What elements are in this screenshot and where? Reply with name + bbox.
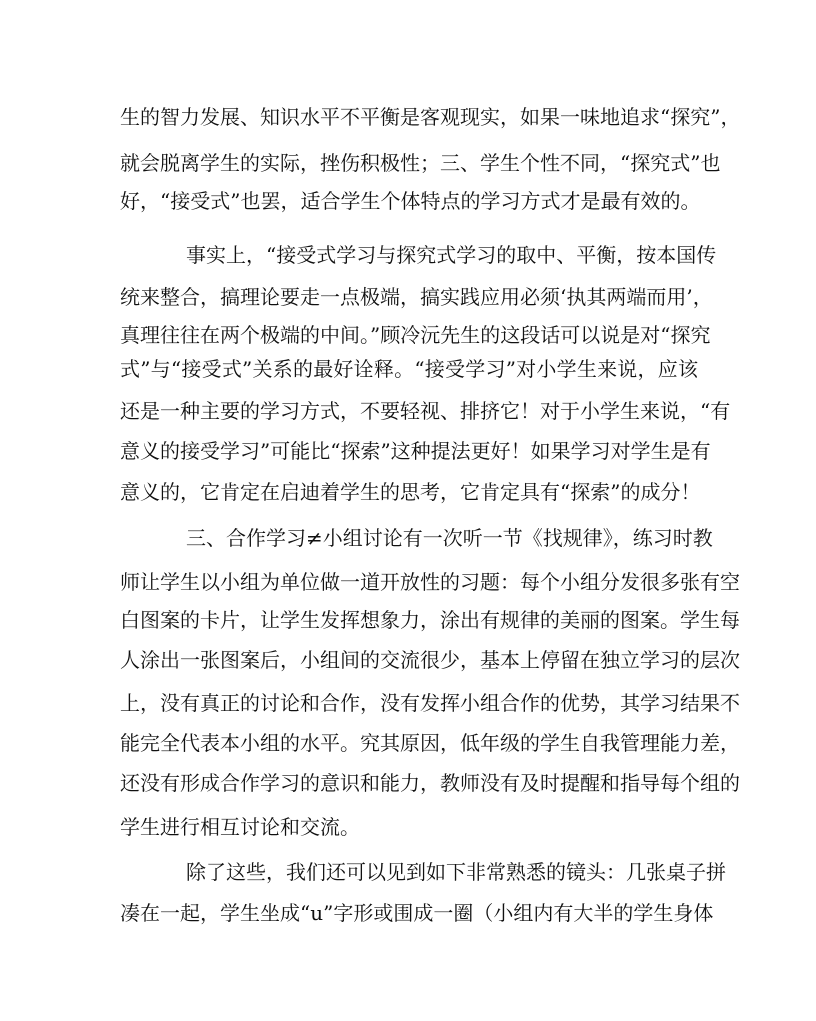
paragraph-4-line-2: 凑在一起，学生坐成“u”字形或围成一圈（小组内有大半的学生身体 [120,901,714,925]
paragraph-3-line-8: 学生进行相互讨论和交流。 [120,815,360,839]
paragraph-3-line-6: 能完全代表本小组的水平。究其原因，低年级的学生自我管理能力差， [120,731,740,755]
paragraph-3-line-2: 师让学生以小组为单位做一道开放性的习题：每个小组分发很多张有空 [120,570,740,594]
paragraph-1-line-2: 就会脱离学生的实际，挫伤积极性；三、学生个性不同，“探究式”也 [120,151,721,175]
paragraph-2-line-3: 真理往往在两个极端的中间。”顾冷沅先生的这段话可以说是对“探究 [120,323,711,347]
paragraph-4-line-1: 除了这些，我们还可以见到如下非常熟悉的镜头：几张桌子拼 [186,860,726,884]
paragraph-2-line-4: 式”与“接受式”关系的最好诠释。“接受学习”对小学生来说，应该 [120,357,698,381]
paragraph-3-line-3: 白图案的卡片，让学生发挥想象力，涂出有规律的美丽的图案。学生每 [120,608,740,632]
paragraph-3-line-5: 上，没有真正的讨论和合作，没有发挥小组合作的优势，其学习结果不 [120,691,740,715]
paragraph-2-line-2: 统来整合，搞理论要走一点极端，搞实践应用必须‘执其两端而用’， [120,285,713,309]
paragraph-1-line-1: 生的智力发展、知识水平不平衡是客观现实，如果一味地追求“探究”， [120,105,741,129]
paragraph-2-line-1: 事实上，“接受式学习与探究式学习的取中、平衡，按本国传 [186,243,717,267]
paragraph-3-line-4: 人涂出一张图案后，小组间的交流很少，基本上停留在独立学习的层次 [120,648,740,672]
paragraph-3-line-1: 三、合作学习≠小组讨论有一次听一节《找规律》，练习时教 [186,526,713,550]
paragraph-2-line-7: 意义的，它肯定在启迪着学生的思考，它肯定具有“探索”的成分！ [120,480,701,504]
paragraph-2-line-6: 意义的接受学习”可能比“探索”这种提法更好！如果学习对学生是有 [120,439,711,463]
paragraph-3-line-7: 还没有形成合作学习的意识和能力，教师没有及时提醒和指导每个组的 [120,771,740,795]
paragraph-1-line-3: 好，“接受式”也罢，适合学生个体特点的学习方式才是最有效的。 [120,189,701,213]
paragraph-2-line-5: 还是一种主要的学习方式，不要轻视、排挤它！对于小学生来说，“有 [120,399,731,423]
